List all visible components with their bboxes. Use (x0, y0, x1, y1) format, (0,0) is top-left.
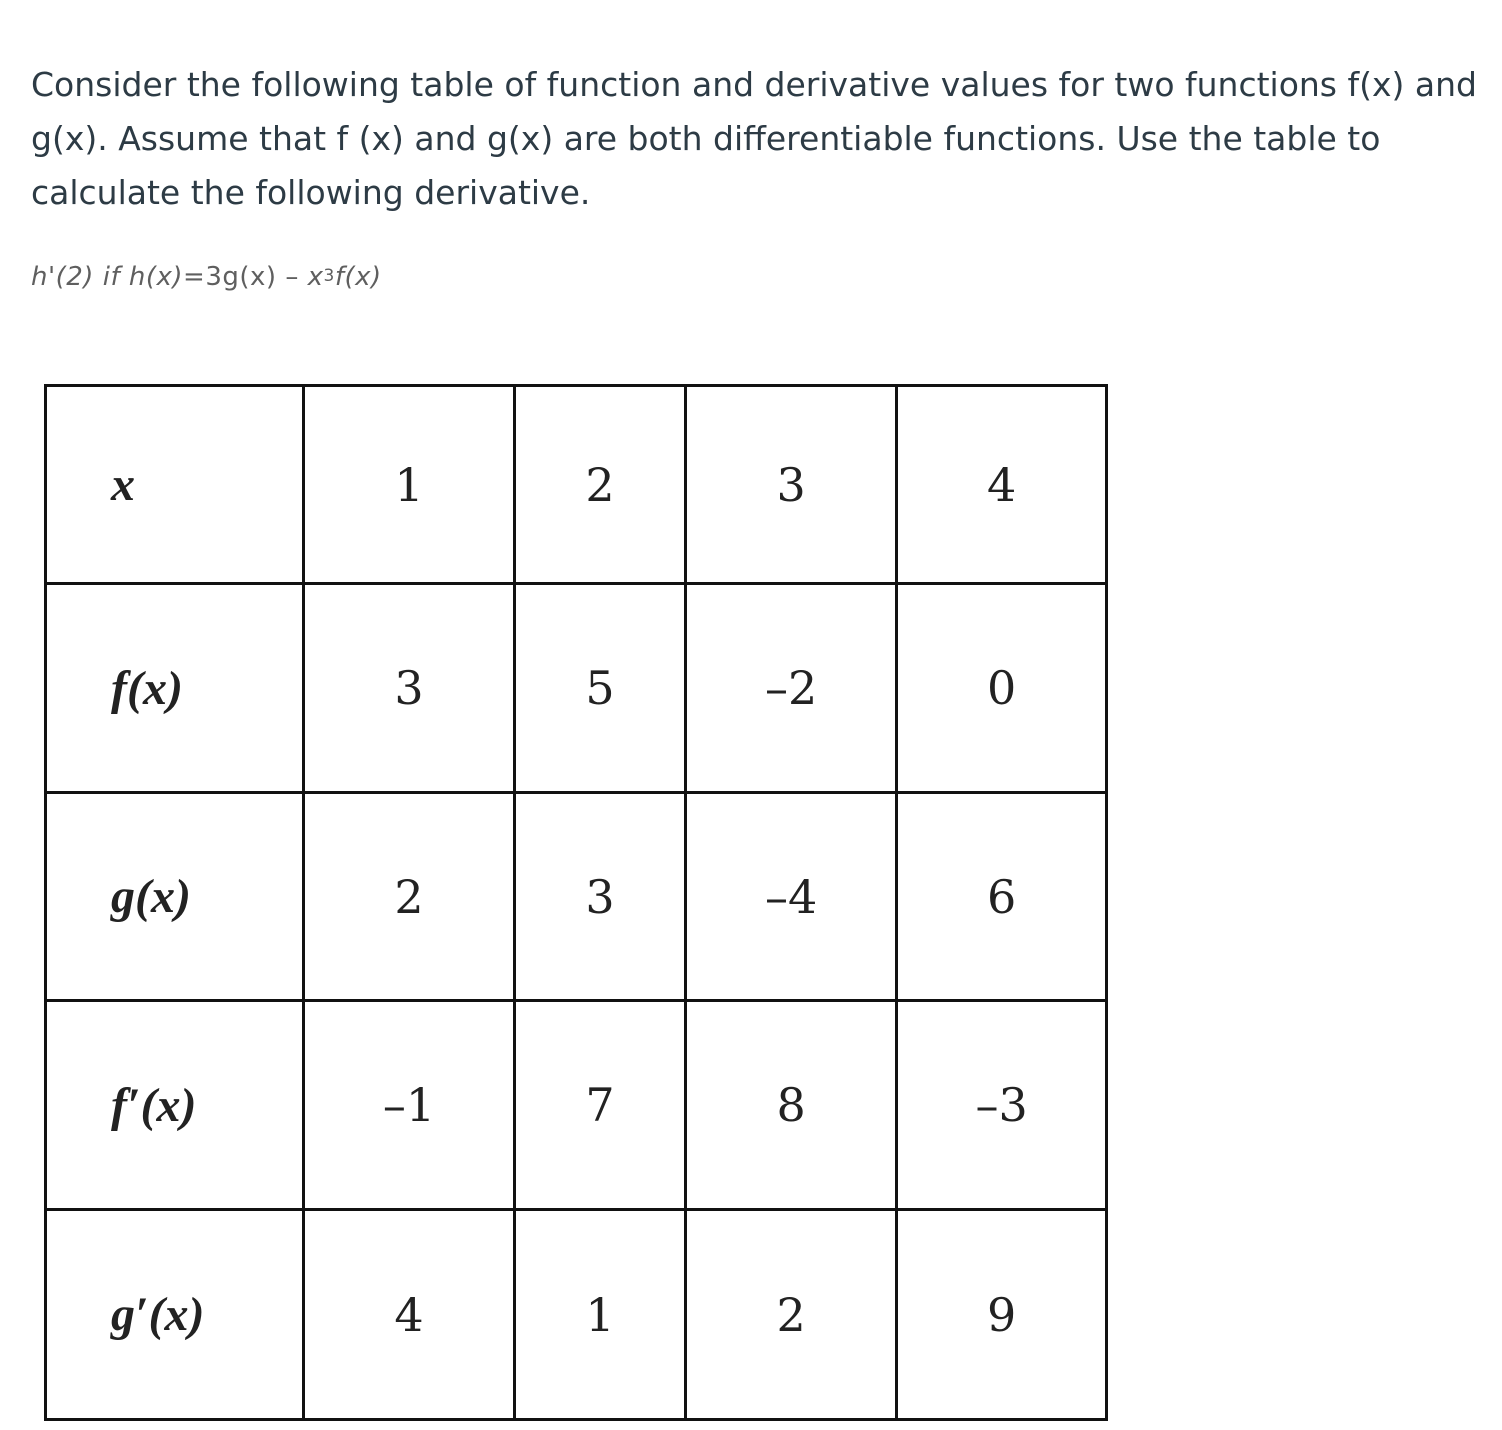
table-cell: –3 (897, 1001, 1107, 1210)
table-cell: 3 (303, 584, 515, 793)
table-row-g-prime (46, 1210, 1107, 1420)
table-cell: 7 (515, 1001, 685, 1210)
table-cell: 3 (515, 793, 685, 1001)
table-cell: –1 (303, 1001, 515, 1210)
table-cell: 6 (897, 793, 1107, 1001)
table-row-x (46, 386, 1107, 584)
derivative-formula (31, 262, 382, 292)
table-cell: 0 (897, 584, 1107, 793)
formula-lhs: h(x) (128, 262, 184, 292)
table-row-g (46, 793, 1107, 1001)
row-label: g(x) (46, 793, 304, 1001)
formula-term1: 3g(x) (205, 262, 277, 292)
formula-term2-exponent: 3 (323, 266, 335, 286)
table-row-f (46, 584, 1107, 793)
row-label: f(x) (46, 584, 304, 793)
table-cell: –4 (685, 793, 897, 1001)
table-cell: 1 (515, 1210, 685, 1420)
row-label: f′(x) (46, 1001, 304, 1210)
table-cell: 8 (685, 1001, 897, 1210)
table-cell: 2 (685, 1210, 897, 1420)
question-text: Consider the following table of function and derivative values for two functions f(x) and g(x). Assume that f (x) and g(x) are both differentiable functions. Use the table to calculate the following derivative. (31, 65, 1477, 212)
row-label: g′(x) (46, 1210, 304, 1420)
table-cell: 2 (515, 386, 685, 584)
table-cell: 3 (685, 386, 897, 584)
table-row-f-prime (46, 1001, 1107, 1210)
table-cell: 9 (897, 1210, 1107, 1420)
table-cell: 4 (897, 386, 1107, 584)
formula-prefix: h'(2) (31, 262, 94, 292)
formula-term2-base: x (307, 262, 324, 292)
table-cell: 5 (515, 584, 685, 793)
formula-if: if (102, 262, 121, 292)
table-cell: 2 (303, 793, 515, 1001)
table-cell: 4 (303, 1210, 515, 1420)
row-label: x (46, 386, 304, 584)
formula-term2-func: f(x) (334, 262, 382, 292)
formula-minus: – (285, 262, 299, 292)
function-values-table (44, 384, 1108, 1421)
table-cell: –2 (685, 584, 897, 793)
formula-equals: = (183, 262, 206, 292)
table-cell: 1 (303, 386, 515, 584)
